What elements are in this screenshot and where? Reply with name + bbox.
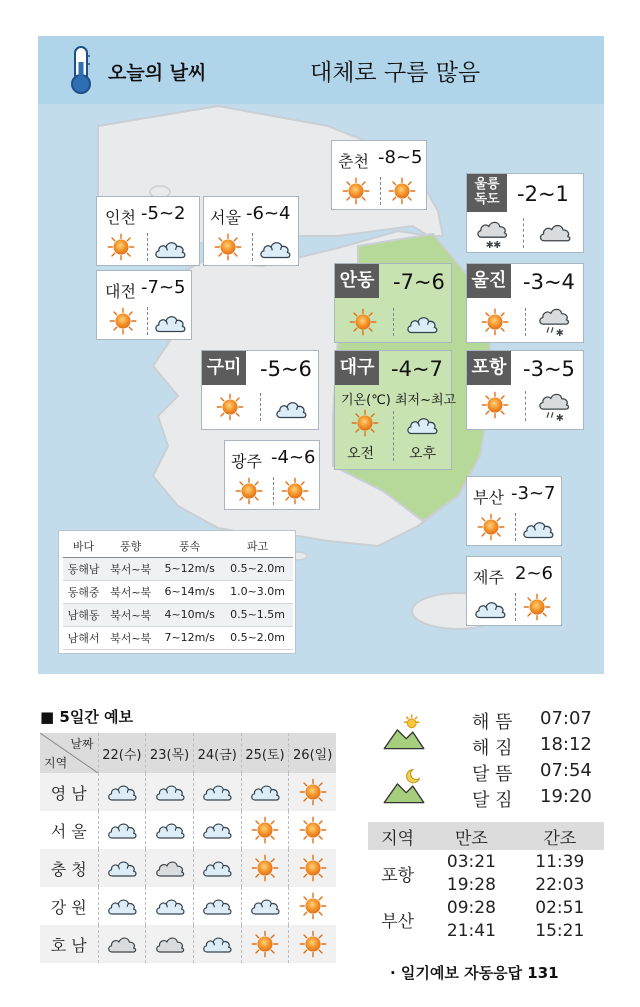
cloud-icon [153, 311, 187, 335]
gray-cloud-icon [537, 220, 573, 244]
cloud-icon [249, 895, 281, 917]
city-name-box: 포항 [467, 351, 511, 385]
city-name: 서울 [210, 208, 241, 227]
city-ulleung-dokdo [466, 173, 584, 253]
forecast-region: 서 울 [50, 821, 87, 841]
tide-row: 19:28 22:03 [446, 874, 585, 895]
sun-icon [299, 892, 327, 920]
tide-row: 부산 09:28 02:51 [368, 896, 604, 919]
city-temp: -5~2 [141, 203, 186, 224]
city-name-box: 울릉 독도 [467, 174, 507, 212]
temp-legend: 기온(℃) 최저~최고 [341, 393, 457, 408]
city-incheon [96, 196, 200, 266]
day-header: 22(수) [98, 733, 146, 773]
city-gumi [201, 350, 319, 430]
sky-condition: 대체로 구름 많음 [310, 60, 481, 86]
forecast-row [40, 925, 336, 963]
cloud-icon [274, 397, 308, 421]
tide-row: 21:41 15:21 [446, 920, 585, 941]
city-temp: -7~5 [141, 277, 186, 298]
sea-conditions [58, 530, 296, 654]
rain-snow-cloud-icon [537, 306, 571, 338]
sun-icon [235, 477, 263, 505]
city-name: 대전 [105, 282, 136, 301]
city-temp: -2~1 [517, 182, 569, 206]
snow-cloud-icon [475, 218, 509, 250]
city-name-box: 대구 [335, 351, 379, 385]
city-temp: -4~6 [271, 447, 316, 468]
sun-icon [349, 308, 377, 336]
sunrise-label: 해 뜸 [472, 712, 513, 733]
cloud-icon [106, 857, 138, 879]
city-temp: -3~5 [523, 357, 575, 381]
city-name: 춘천 [338, 152, 369, 171]
sun-icon [109, 307, 137, 335]
forecast-hotline: · 일기예보 자동응답 131 [390, 964, 559, 982]
gray-cloud-icon [154, 933, 186, 955]
city-name-box: 구미 [202, 351, 246, 385]
city-andong [334, 263, 452, 343]
city-seoul [203, 196, 299, 266]
cloud-icon [521, 517, 555, 541]
sun-icon [342, 177, 370, 205]
five-day-forecast-table [40, 733, 336, 963]
thermometer-icon [66, 44, 96, 96]
sun-icon [251, 854, 279, 882]
sea-table [63, 535, 293, 650]
sun-icon [281, 477, 309, 505]
sun-icon [216, 393, 244, 421]
gray-cloud-icon [154, 857, 186, 879]
cloud-icon [154, 781, 186, 803]
forecast-row [40, 811, 336, 849]
tide-port: 포항 [381, 865, 415, 886]
tide-port: 부산 [381, 911, 415, 932]
city-temp: -7~6 [393, 270, 445, 294]
city-temp: -4~7 [391, 357, 443, 381]
cloud-icon [405, 312, 439, 336]
moonset-label: 달 짐 [472, 790, 513, 811]
sun-icon [477, 513, 505, 541]
today-weather-title: 오늘의 날씨 [108, 62, 207, 84]
cloud-icon [201, 781, 233, 803]
sun-icon [251, 930, 279, 958]
sun-icon [299, 778, 327, 806]
city-pohang [466, 350, 584, 430]
city-busan [466, 476, 562, 546]
sunset-label: 해 짐 [472, 738, 513, 759]
sun-icon [299, 816, 327, 844]
cloud-icon [106, 819, 138, 841]
sunrise-icon [382, 712, 426, 750]
tide-table [368, 822, 604, 942]
city-uljin [466, 263, 584, 343]
forecast-region: 충 청 [40, 849, 98, 887]
sun-icon [388, 177, 416, 205]
city-gwangju [224, 440, 320, 510]
cloud-icon [249, 781, 281, 803]
forecast-region: 영 남 [40, 773, 98, 811]
cloud-icon [154, 895, 186, 917]
day-header: 24(금) [193, 733, 241, 773]
city-daejeon [96, 270, 192, 340]
pm-label: 오후 [409, 446, 437, 462]
city-chuncheon [331, 140, 427, 210]
sun-icon [107, 233, 135, 261]
cloud-icon [473, 597, 507, 621]
sea-row: 동해중 북서~북 6~14m/s 1.0~3.0m [63, 580, 293, 603]
moonset-time: 19:20 [540, 786, 592, 807]
sun-icon [214, 233, 242, 261]
sunset-time: 18:12 [540, 734, 592, 755]
map-header [38, 36, 604, 104]
forecast-header-row [40, 733, 336, 773]
sea-row: 남해동 북서~북 4~10m/s 0.5~1.5m [63, 603, 293, 626]
forecast-region: 강 원 [50, 897, 87, 917]
am-label: 오전 [347, 446, 375, 462]
day-header: 26(일) [289, 733, 336, 773]
sun-icon [251, 816, 279, 844]
sun-icon [481, 308, 509, 336]
cloud-icon [154, 819, 186, 841]
sun-icon [299, 930, 327, 958]
city-temp: -3~7 [511, 483, 556, 504]
sea-header-row: 바다 풍향 풍속 파고 [63, 535, 293, 557]
tide-row: 포항 03:21 11:39 [368, 850, 604, 873]
sunrise-time: 07:07 [540, 708, 592, 729]
city-name-box: 울진 [467, 264, 511, 298]
five-day-forecast-title: ■ 5일간 예보 [40, 708, 134, 726]
city-name: 광주 [231, 452, 262, 471]
cloud-icon [201, 819, 233, 841]
city-name: 인천 [105, 208, 136, 227]
cloud-icon [201, 933, 233, 955]
gray-cloud-icon [106, 933, 138, 955]
moonrise-label: 달 뜸 [472, 764, 513, 785]
rain-snow-cloud-icon [537, 391, 571, 423]
city-temp: 2~6 [515, 563, 553, 584]
city-name-box: 안동 [335, 264, 379, 298]
corner-header: 날짜 지역 [40, 733, 98, 773]
sea-row: 남해서 북서~북 7~12m/s 0.5~2.0m [63, 626, 293, 649]
city-temp: -5~6 [260, 357, 312, 381]
day-header: 23(목) [146, 733, 194, 773]
city-temp: -8~5 [378, 147, 423, 168]
cloud-icon [201, 857, 233, 879]
sun-icon [299, 854, 327, 882]
city-jeju [466, 556, 562, 626]
cloud-icon [201, 895, 233, 917]
sun-icon [481, 391, 509, 419]
moonrise-icon [382, 766, 426, 804]
sun-icon [351, 409, 379, 437]
city-daegu [334, 350, 457, 470]
city-temp: -6~4 [246, 203, 291, 224]
cloud-icon [153, 237, 187, 261]
cloud-icon [258, 237, 292, 261]
tide-header-row: 지역 만조 간조 [368, 822, 604, 850]
forecast-row [40, 887, 336, 925]
city-temp: -3~4 [523, 270, 575, 294]
forecast-row [40, 773, 336, 811]
forecast-row [40, 849, 336, 887]
city-name: 제주 [473, 568, 504, 587]
cloud-icon [106, 781, 138, 803]
city-name: 부산 [473, 488, 504, 507]
moonrise-time: 07:54 [540, 760, 592, 781]
forecast-body [40, 773, 336, 963]
cloud-icon [405, 413, 439, 437]
forecast-region: 호 남 [40, 925, 98, 963]
cloud-icon [106, 895, 138, 917]
sea-row: 동해남 북서~북 5~12m/s 0.5~2.0m [63, 557, 293, 580]
sun-icon [523, 593, 551, 621]
day-header: 25(토) [241, 733, 289, 773]
